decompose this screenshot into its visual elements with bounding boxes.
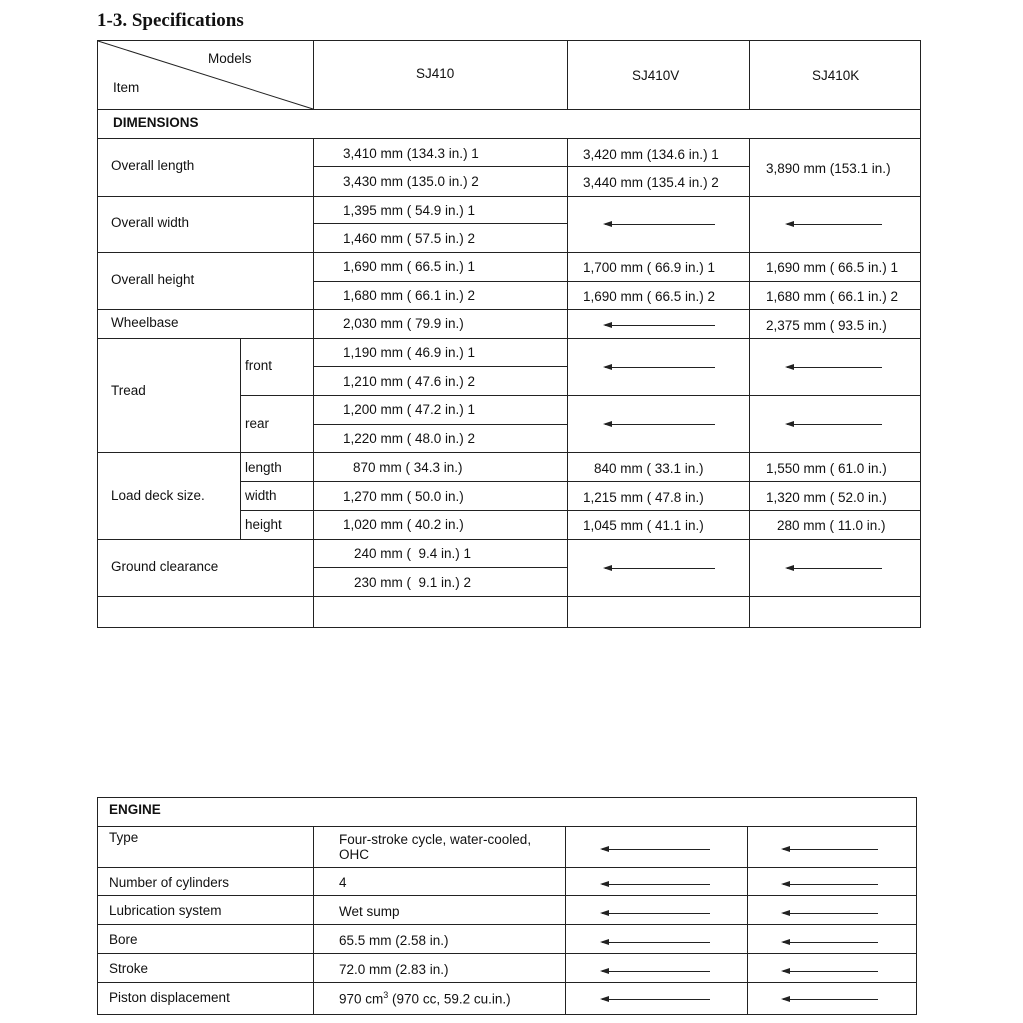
same-as-left-arrow <box>783 884 878 885</box>
same-as-left-arrow <box>602 913 710 914</box>
same-as-left-arrow <box>605 568 715 569</box>
same-as-left-arrow <box>602 849 710 850</box>
same-as-left-arrow <box>787 367 882 368</box>
same-as-left-arrow <box>787 568 882 569</box>
load-deck-sj410v-height: 1,045 mm ( 41.1 in.) <box>583 518 704 533</box>
header-models: Models <box>208 51 252 66</box>
load-deck-sj410k-width: 1,320 mm ( 52.0 in.) <box>766 490 887 505</box>
overall-height-label: Overall height <box>111 272 195 287</box>
load-deck-sj410k-length: 1,550 mm ( 61.0 in.) <box>766 461 887 476</box>
displacement-value-pre: 970 cm <box>339 991 384 1007</box>
same-as-left-arrow <box>787 424 882 425</box>
header-sj410k: SJ410K <box>812 68 860 83</box>
load-deck-label: Load deck size. <box>111 488 205 503</box>
tread-label: Tread <box>111 383 146 398</box>
overall-length-sj410-2: 3,430 mm (135.0 in.) 2 <box>343 174 479 189</box>
tread-rear-1: 1,200 mm ( 47.2 in.) 1 <box>343 402 476 417</box>
same-as-left-arrow <box>783 913 878 914</box>
overall-length-sj410v-2: 3,440 mm (135.4 in.) 2 <box>583 175 719 190</box>
ground-clearance-label: Ground clearance <box>111 559 219 574</box>
overall-height-sj410-2: 1,680 mm ( 66.1 in.) 2 <box>343 288 476 303</box>
overall-width-label: Overall width <box>111 215 190 230</box>
section-dimensions: DIMENSIONS <box>113 115 199 130</box>
displacement-value <box>339 990 511 1007</box>
load-deck-sj410-width: 1,270 mm ( 50.0 in.) <box>343 489 464 504</box>
overall-length-sj410k: 3,890 mm (153.1 in.) <box>766 161 891 176</box>
engine-type-label: Type <box>109 830 139 845</box>
overall-height-sj410-1: 1,690 mm ( 66.5 in.) 1 <box>343 259 476 274</box>
header-item: Item <box>113 80 140 95</box>
same-as-left-arrow <box>602 884 710 885</box>
engine-type-line2: OHC <box>339 847 369 862</box>
load-deck-height-label: height <box>245 517 282 532</box>
tread-rear-label: rear <box>245 416 270 431</box>
bore-value: 65.5 mm (2.58 in.) <box>339 933 449 948</box>
overall-height-sj410k-2: 1,680 mm ( 66.1 in.) 2 <box>766 289 899 304</box>
lubrication-value: Wet sump <box>339 904 400 919</box>
load-deck-length-label: length <box>245 460 282 475</box>
overall-length-label: Overall length <box>111 158 195 173</box>
wheelbase-sj410k: 2,375 mm ( 93.5 in.) <box>766 318 887 333</box>
overall-height-sj410v-2: 1,690 mm ( 66.5 in.) 2 <box>583 289 716 304</box>
lubrication-label: Lubrication system <box>109 903 222 918</box>
same-as-left-arrow <box>605 367 715 368</box>
same-as-left-arrow <box>783 942 878 943</box>
same-as-left-arrow <box>787 224 882 225</box>
tread-front-1: 1,190 mm ( 46.9 in.) 1 <box>343 345 476 360</box>
load-deck-sj410v-width: 1,215 mm ( 47.8 in.) <box>583 490 704 505</box>
same-as-left-arrow <box>602 971 710 972</box>
engine-type-line1: Four-stroke cycle, water-cooled, <box>339 832 532 847</box>
header-sj410: SJ410 <box>416 66 455 81</box>
header-sj410v: SJ410V <box>632 68 680 83</box>
ground-clearance-sj410-1: 240 mm ( 9.4 in.) 1 <box>354 546 472 561</box>
cylinders-value: 4 <box>339 875 347 890</box>
overall-width-sj410-1: 1,395 mm ( 54.9 in.) 1 <box>343 203 476 218</box>
bore-label: Bore <box>109 932 138 947</box>
load-deck-width-label: width <box>245 488 277 503</box>
displacement-value-post: (970 cc, 59.2 cu.in.) <box>388 991 511 1007</box>
displacement-label: Piston displacement <box>109 990 230 1005</box>
stroke-value: 72.0 mm (2.83 in.) <box>339 962 449 977</box>
load-deck-sj410-length: 870 mm ( 34.3 in.) <box>353 460 463 475</box>
cylinders-label: Number of cylinders <box>109 875 230 890</box>
load-deck-sj410v-length: 840 mm ( 33.1 in.) <box>594 461 704 476</box>
same-as-left-arrow <box>783 971 878 972</box>
overall-width-sj410-2: 1,460 mm ( 57.5 in.) 2 <box>343 231 476 246</box>
overall-length-sj410v-1: 3,420 mm (134.6 in.) 1 <box>583 147 719 162</box>
load-deck-sj410k-height: 280 mm ( 11.0 in.) <box>777 518 886 533</box>
displacement-value-sup: 3 <box>383 990 389 1000</box>
page-title: 1-3. Specifications <box>97 10 244 31</box>
same-as-left-arrow <box>602 942 710 943</box>
stroke-label: Stroke <box>109 961 149 976</box>
load-deck-sj410-height: 1,020 mm ( 40.2 in.) <box>343 517 464 532</box>
tread-rear-2: 1,220 mm ( 48.0 in.) 2 <box>343 431 476 446</box>
overall-height-sj410v-1: 1,700 mm ( 66.9 in.) 1 <box>583 260 716 275</box>
same-as-left-arrow <box>783 849 878 850</box>
tread-front-label: front <box>245 358 273 373</box>
same-as-left-arrow <box>783 999 878 1000</box>
same-as-left-arrow <box>605 224 715 225</box>
tread-front-2: 1,210 mm ( 47.6 in.) 2 <box>343 374 476 389</box>
overall-height-sj410k-1: 1,690 mm ( 66.5 in.) 1 <box>766 260 899 275</box>
ground-clearance-sj410-2: 230 mm ( 9.1 in.) 2 <box>354 575 472 590</box>
wheelbase-sj410: 2,030 mm ( 79.9 in.) <box>343 316 464 331</box>
section-engine: ENGINE <box>109 802 161 817</box>
same-as-left-arrow <box>605 424 715 425</box>
wheelbase-label: Wheelbase <box>111 315 179 330</box>
header-diagonal <box>97 40 314 110</box>
overall-length-sj410-1: 3,410 mm (134.3 in.) 1 <box>343 146 479 161</box>
same-as-left-arrow <box>602 999 710 1000</box>
same-as-left-arrow <box>605 325 715 326</box>
